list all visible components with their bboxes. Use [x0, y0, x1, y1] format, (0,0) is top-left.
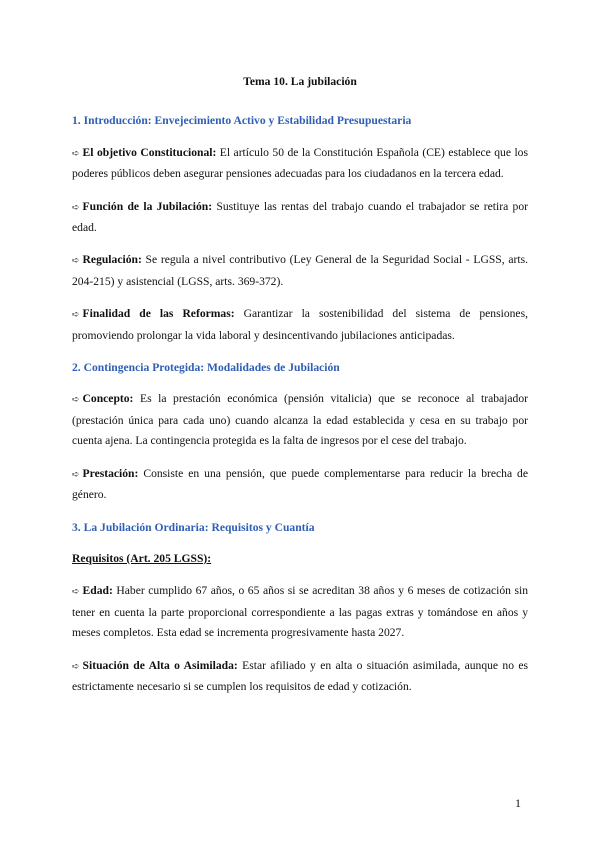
arrow-bullet-icon: ➪: [72, 310, 80, 321]
paragraph-text: El artículo 50 de la Constitución Española (CE) establece que los poderes públicos deben asegurar pensiones adecuadas para los ciudadanos en la tercera edad.: [72, 145, 528, 181]
paragraph-label: Regulación:: [82, 253, 142, 267]
paragraph-text: Se regula a nivel contributivo (Ley General de la Seguridad Social - LGSS, arts. 204-215) y asistencial (LGSS, arts. 369-372).: [72, 253, 528, 288]
section-heading-3: 3. La Jubilación Ordinaria: Requisitos y Cuantía: [72, 520, 315, 534]
paragraph-label: Situación de Alta o Asimilada:: [82, 658, 238, 672]
paragraph: [72, 656, 528, 698]
paragraph-label: Edad:: [82, 584, 113, 598]
paragraph: [72, 389, 528, 451]
arrow-bullet-icon: ➪: [72, 587, 80, 598]
paragraph-label: Finalidad de las Reformas:: [82, 307, 235, 321]
arrow-bullet-icon: ➪: [72, 202, 80, 213]
paragraph: [72, 464, 528, 506]
document-body: [72, 72, 528, 709]
section-heading-1: 1. Introducción: Envejecimiento Activo y Estabilidad Presupuestaria: [72, 114, 412, 128]
arrow-bullet-icon: ➪: [72, 395, 80, 406]
arrow-bullet-icon: ➪: [72, 256, 80, 267]
paragraph: [72, 250, 528, 292]
subheading-requisitos: Requisitos (Art. 205 LGSS):: [72, 551, 212, 565]
paragraph: [72, 304, 528, 346]
paragraph: [72, 581, 528, 643]
paragraph: [72, 143, 528, 185]
paragraph: [72, 197, 528, 239]
arrow-bullet-icon: ➪: [72, 469, 80, 480]
paragraph-label: Función de la Jubilación:: [82, 199, 213, 213]
paragraph-text: Es la prestación económica (pensión vitalicia) que se reconoce al trabajador (prestación única para cada uno) cuando alcanza la edad establecida y cesa en su trabajo por cuenta ajena. La contingencia protegida es la falta de ingresos por el cese del trabajo.: [72, 392, 528, 448]
page-number: 1: [515, 796, 521, 810]
paragraph-text: Garantizar la sostenibilidad del sistema de pensiones, promoviendo prolongar la vida laboral y desincentivando jubilaciones anticipadas.: [72, 307, 528, 342]
paragraph-text: Consiste en una pensión, que puede complementarse para reducir la brecha de género.: [72, 466, 529, 502]
paragraph-label: Concepto:: [82, 392, 134, 406]
document-title: Tema 10. La jubilación: [243, 75, 357, 88]
section-heading-2: 2. Contingencia Protegida: Modalidades de Jubilación: [72, 361, 340, 375]
paragraph-text: Sustituye las rentas del trabajo cuando el trabajador se retira por edad.: [72, 199, 528, 235]
paragraph-label: El objetivo Constitucional:: [82, 145, 217, 159]
paragraph-text: Haber cumplido 67 años, o 65 años si se acreditan 38 años y 6 meses de cotización sin tener en cuenta la parte proporcional correspondiente a las pagas extras y tomándose en años y meses completos. Esta edad se incrementa progresivamente hasta 2027.: [72, 584, 529, 640]
paragraph-label: Prestación:: [82, 466, 139, 480]
arrow-bullet-icon: ➪: [72, 661, 80, 672]
paragraph-text: Estar afiliado y en alta o situación asimilada, aunque no es estrictamente necesario si se cumplen los requisitos de edad y cotización.: [72, 658, 528, 693]
arrow-bullet-icon: ➪: [72, 148, 80, 159]
